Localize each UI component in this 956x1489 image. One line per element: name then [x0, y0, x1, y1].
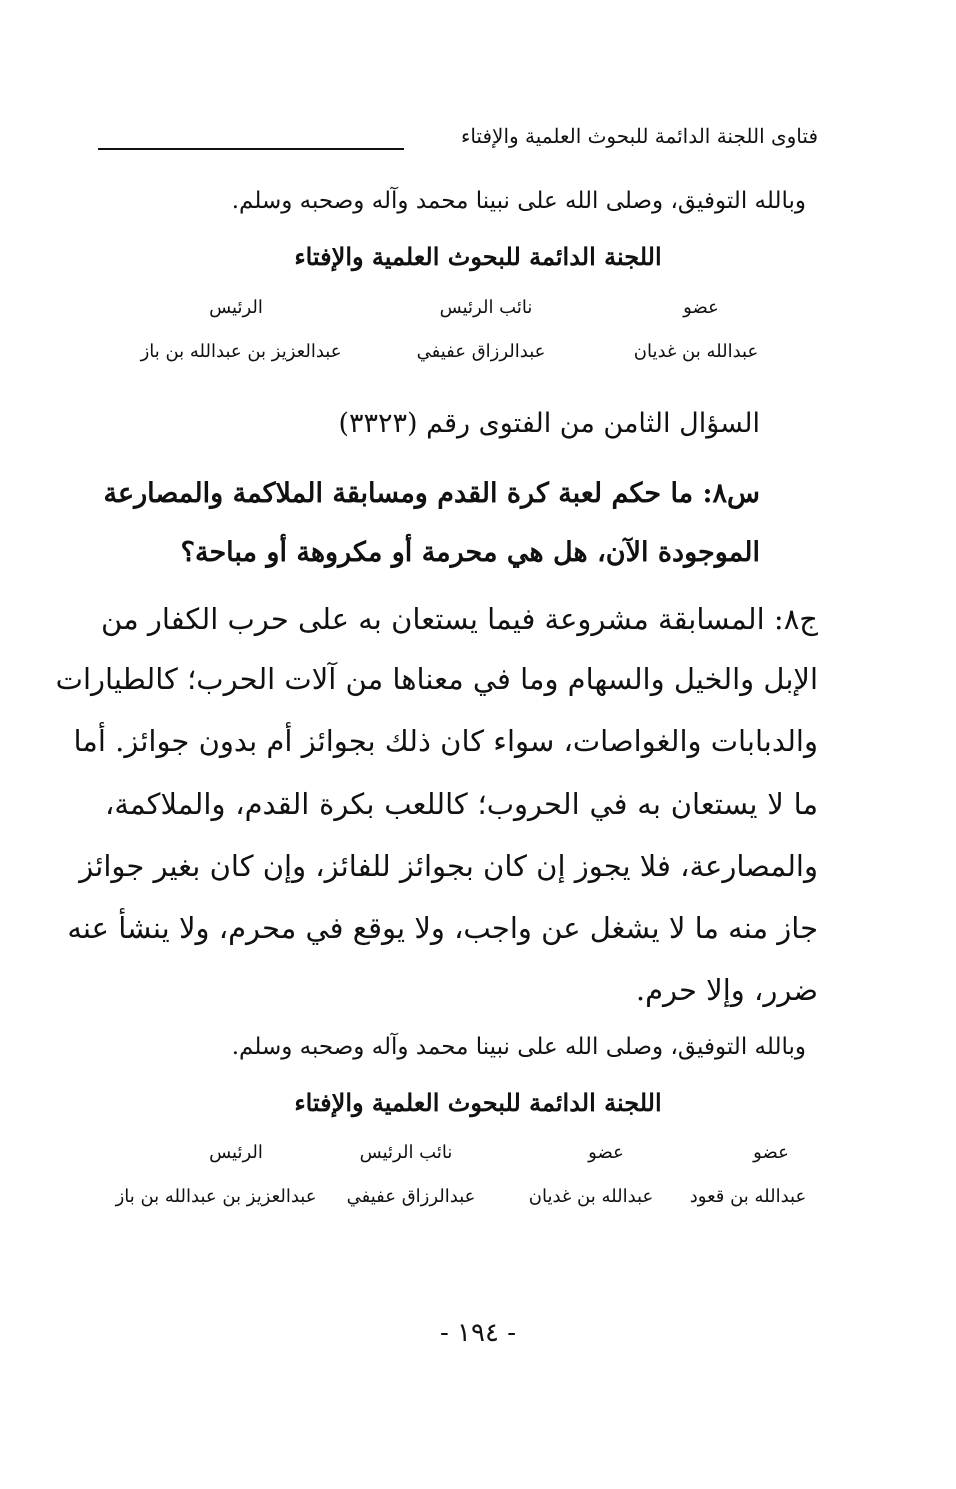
signatory-name: عبدالرزاق عفيفي [346, 1186, 476, 1207]
question-line: س٨: ما حكم لعبة كرة القدم ومسابقة الملاكمة والمصارعة [103, 478, 760, 509]
header-title: فتاوى اللجنة الدائمة للبحوث العلمية والإفتاء [460, 124, 818, 148]
signatory-name: عبدالله بن قعود [689, 1186, 807, 1207]
committee-title-2: اللجنة الدائمة للبحوث العلمية والإفتاء [294, 1088, 662, 1117]
header-rule [98, 148, 404, 150]
question-line: الموجودة الآن، هل هي محرمة أو مكروهة أو مباحة؟ [180, 537, 760, 568]
signatory-roles-1 [0, 297, 956, 327]
signatory-roles-2 [0, 1142, 956, 1172]
signatory-names-2 [0, 1186, 956, 1216]
answer-line: ج٨: المسابقة مشروعة فيما يستعان به على حرب الكفار من [101, 602, 818, 636]
committee-title-1: اللجنة الدائمة للبحوث العلمية والإفتاء [294, 242, 662, 271]
answer-line: ضرر، وإلا حرم. [635, 973, 818, 1007]
answer-line: والدبابات والغواصات، سواء كان ذلك بجوائز أم بدون جوائز. أما [73, 724, 818, 758]
answer-line: الإبل والخيل والسهام وما في معناها من آلات الحرب؛ كالطيارات [55, 662, 818, 696]
signatory-name: عبدالرزاق عفيفي [416, 341, 546, 362]
running-header [98, 118, 818, 158]
signatory-role: الرئيس [209, 1142, 263, 1163]
signatory-role: نائب الرئيس [439, 297, 533, 318]
signatory-name: عبدالله بن غديان [528, 1186, 654, 1207]
fatwa-question-reference: السؤال الثامن من الفتوى رقم (٣٣٢٣) [338, 408, 760, 439]
page-number: - ١٩٤ - [439, 1318, 517, 1348]
closing-blessing-1: وبالله التوفيق، وصلى الله على نبينا محمد وآله وصحبه وسلم. [231, 188, 806, 214]
signatory-role: عضو [588, 1142, 624, 1163]
closing-blessing-2: وبالله التوفيق، وصلى الله على نبينا محمد وآله وصحبه وسلم. [231, 1034, 806, 1060]
answer-line: والمصارعة، فلا يجوز إن كان بجوائز للفائز، وإن كان بغير جوائز [79, 849, 818, 883]
signatory-role: عضو [683, 297, 719, 318]
signatory-name: عبدالعزيز بن عبدالله بن باز [140, 341, 342, 362]
signatory-role: نائب الرئيس [359, 1142, 453, 1163]
signatory-role: عضو [753, 1142, 789, 1163]
answer-line: ما لا يستعان به في الحروب؛ كاللعب بكرة القدم، والملاكمة، [105, 787, 818, 821]
signatory-name: عبدالله بن غديان [633, 341, 759, 362]
answer-line: جاز منه ما لا يشغل عن واجب، ولا يوقع في محرم، ولا ينشأ عنه [67, 911, 818, 945]
signatory-names-1 [0, 341, 956, 371]
signatory-role: الرئيس [209, 297, 263, 318]
signatory-name: عبدالعزيز بن عبدالله بن باز [115, 1186, 317, 1207]
